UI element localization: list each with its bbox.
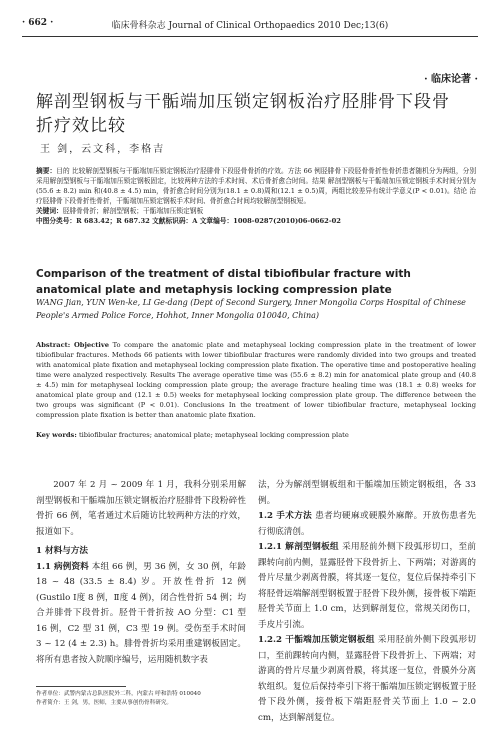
keywords-zh-label: 关键词：	[36, 207, 63, 215]
classification-line: 中图分类号：R 683.42；R 687.32 文献标识码：A 文章编号：1008-0287(2010)06-0662-02	[36, 217, 341, 225]
keywords-en-label: Key words:	[36, 431, 77, 439]
page-number: · 662 ·	[22, 18, 54, 28]
footnote-author-bio: 作者简介：王 剑，男，医师，主要从事创伤骨科研究。	[36, 700, 173, 706]
intro-paragraph: 2007 年 2 月 ~ 2009 年 1 月，我科分别采用解剖型钢板和干骺端加压锁定钢板治疗胫腓骨下段粉碎性骨折 66 例，笔者通过术后随访比较两种方法的疗效，报道如下。	[36, 480, 246, 537]
running-header	[22, 14, 478, 34]
authors-affiliation-en	[36, 296, 476, 322]
header-rule	[22, 36, 478, 37]
authors-en: WANG Jian, YUN Wen-ke, LI Ge-dang	[36, 298, 188, 307]
journal-line: 临床骨科杂志 Journal of Clinical Orthopaedics 2010 Dec;13(6)	[111, 21, 389, 31]
title-en: Comparison of the treatment of distal tibiofibular fracture with anatomical plate and metaphysis locking compression plate	[36, 268, 411, 296]
keywords-zh: 胫腓骨骨折；解剖型钢板；干骺端加压锁定钢板	[62, 207, 204, 215]
footnote	[36, 690, 246, 708]
section-heading-1: 1 材料与方法	[36, 546, 88, 556]
subsection-1-2-text: 患者均硬麻或硬膜外麻醉。开放伤患者先行彻底清创。	[258, 511, 476, 537]
abstract-en	[36, 340, 476, 420]
subsection-1-2-2	[258, 633, 476, 726]
affiliation-en: (Dept of Second Surgery, Inner Mongolia Corps Hospital of Chinese People's Armed Police Force, Hohhot, Inner Mongolia 010040, China)	[36, 298, 466, 320]
subsection-1-1-text: 本组 66 例，男 36 例，女 30 例，年龄 18 ~ 48 (33.5 ± 8.4) 岁。开放性骨折 12 例 (Gustilo Ⅰ度 8 例，Ⅱ度 4 例)，闭合性骨折 54 例；均合并腓骨下段骨折。胫骨干骨折按 AO 分型：C1 型 16 例，C2 型 31 例，C3 型 19 例。受伤至手术时间 3 ~ 12 (4 ± 2.3) h。腓骨骨折均采用重建钢板固定。将所有患者按入院顺序编号，运用随机数字表	[36, 561, 247, 665]
footnote-affiliation: 作者单位：武警内蒙古总队医院外二科，内蒙古 呼和浩特 010040	[36, 691, 201, 697]
subsection-1-2-2-text: 采用胫前外侧下段弧形切口，至前踝转向内侧，显露胫骨下段骨折上、下两端；对游离的骨片尽量少剥离骨膜，将其逐一复位，骨膜外分离软组织。复位后保持牵引下将干骺端加压锁定钢板置于胫骨下段外侧，接骨板下端距胫骨关节面上 1.0 ~ 2.0 cm，达到解剖复位。	[258, 635, 476, 723]
keywords-en-block	[36, 430, 476, 440]
subsection-1-1	[36, 560, 246, 669]
abstract-en-text: To compare the anatomic plate and metaphyseal locking compression plate in the treatment of lower tibiofibular fractures. Methods 66 patients with lower tibiofibular fractures were randomly divided into two groups and treated with anatomical plate fixation and metaphyseal locking compression plate fixation. The operative time and postoperative healing time were analyzed respectively. Results The average operative time was (55.6 ± 8.2) min for anatomical plate group and (40.8 ± 4.5) min for metaphyseal locking compression plate group; the average fracture healing time was (18.1 ± 0.8) weeks for anatomical plate group and (12.1 ± 0.5) weeks for metaphyseal locking compression plate group. The difference between the two groups was significant (P < 0.01). Conclusions In the treatment of lower tibiofibular fracture, metaphyseal locking compression plate fixation is better than anatomic plate fixation.	[36, 341, 476, 419]
subsection-1-2-heading: 1.2 手术方法	[258, 511, 313, 521]
body-left-column	[36, 478, 246, 668]
subsection-1-2	[258, 509, 476, 540]
subsection-1-1-heading: 1.1 病例资料	[36, 561, 89, 572]
subsection-1-2-2-heading: 1.2.2 干骺端加压锁定钢板组	[258, 635, 375, 645]
keywords-en: tibiofibular fractures; anatomical plate; metaphyseal locking compression plate	[78, 431, 349, 439]
abstract-zh	[36, 166, 476, 226]
abstract-zh-label: 摘要：	[36, 167, 57, 175]
title-zh: 解剖型钢板与干骺端加压锁定钢板治疗胫腓骨下段骨折疗效比较	[36, 92, 450, 136]
subsection-1-2-1-text: 采用胫前外侧下段弧形切口，至前踝转向前内侧，显露胫骨下段骨折上、下两端；对游离的骨片尽量少剥离骨膜，将其逐一复位，复位后保持牵引下将胫骨远端解剖型钢板置于胫骨下段外侧，接骨板下端距胫骨关节面上 1.0 cm，达到解剖复位，常规关闭伤口，手皮片引流。	[258, 542, 476, 630]
subsection-1-2-1	[258, 540, 476, 633]
body-right-column	[258, 478, 476, 726]
subsection-1-2-1-heading: 1.2.1 解剖型钢板组	[258, 542, 339, 552]
abstract-en-label: Abstract: Objective	[36, 341, 109, 349]
footnote-rule	[36, 686, 126, 687]
paragraph-continued: 法，分为解剖型钢板组和干骺端加压锁定钢板组，各 33 例。	[258, 480, 476, 506]
column-tag: · 临床论著 ·	[424, 74, 478, 85]
abstract-zh-text: 目的 比较解剖型钢板与干骺端加压锁定钢板治疗胫腓骨下段胫骨骨折的疗效。方法 66 例胫腓骨下段胫骨骨折性骨折患者随机分为两组，分别采用解剖型钢板与干骺端加压锁定钢板固定，比较两种方法的手术时间、术后骨折愈合时间。结果 解剖型钢板与干骺端加压锁定钢板手术时间分别为(55.6 ± 8.2) min 和(40.8 ± 4.5) min，骨折愈合时间分别为(18.1 ± 0.8)周和(12.1 ± 0.5)周，两组比较差异有统计学意义(P < 0.01)。结论 治疗胫腓骨下段骨折性骨折，干骺端加压锁定钢板手术时间、骨折愈合时间均较解剖型钢板短。	[36, 167, 477, 205]
authors-zh: 王 剑，云文科，李格吉	[40, 144, 166, 155]
